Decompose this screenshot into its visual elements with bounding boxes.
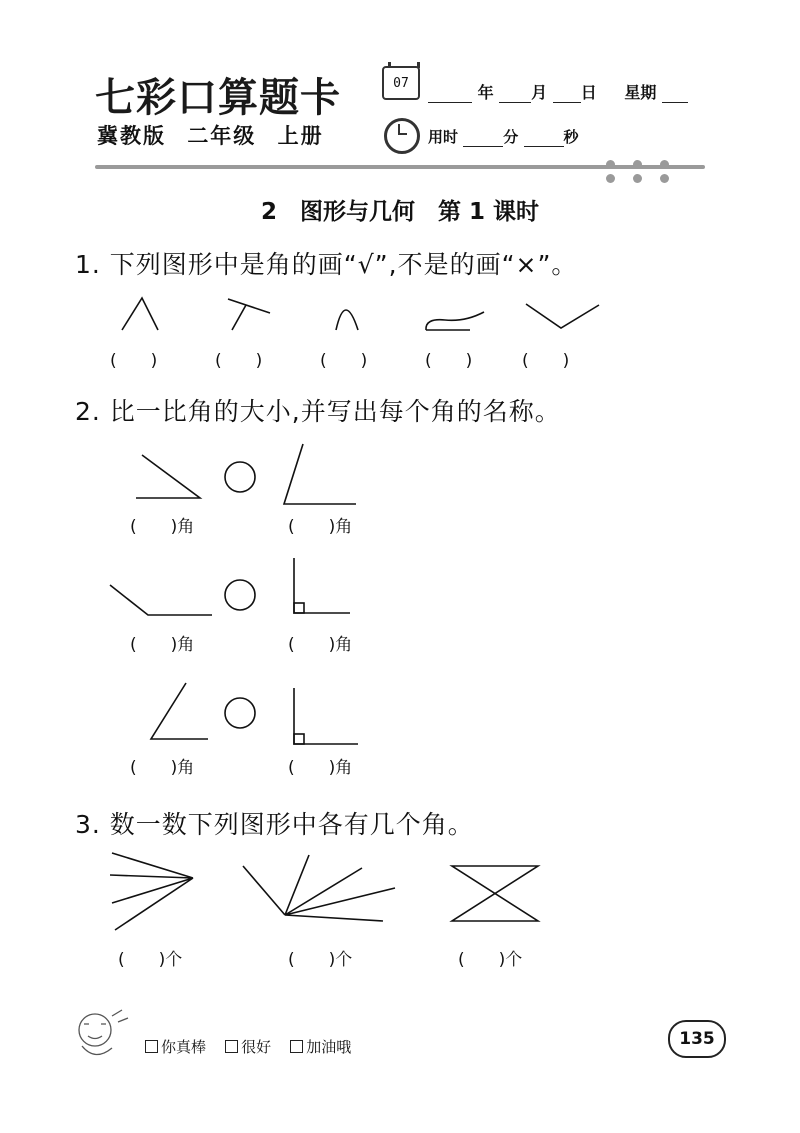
brand-title: 七彩口算题卡 (95, 74, 341, 121)
answer-blank[interactable]: ( ) (215, 351, 263, 371)
answer-blank[interactable]: ( )角 (288, 635, 353, 655)
answer-blank[interactable]: ( )角 (130, 517, 195, 537)
rating-great[interactable]: 你真棒 (145, 1036, 206, 1057)
grade: 二年级 (187, 124, 257, 148)
question-2-prompt: 2. 比一比角的大小,并写出每个角的名称。 (75, 397, 561, 426)
rating-choices (145, 1036, 365, 1057)
checkbox[interactable] (225, 1040, 238, 1053)
checkbox[interactable] (290, 1040, 303, 1053)
answer-blank[interactable]: ( ) (425, 351, 473, 371)
answer-blank[interactable]: ( ) (522, 351, 570, 371)
day-label: 日 (580, 83, 597, 102)
answer-blank[interactable]: ( ) (320, 351, 368, 371)
answer-blank[interactable]: ( )个 (288, 950, 353, 970)
weekday-label: 星期 (624, 83, 657, 102)
rating-good[interactable]: 很好 (225, 1036, 271, 1057)
question-1-prompt: 1. 下列图形中是角的画“√”,不是的画“×”。 (75, 250, 578, 279)
answer-blank[interactable]: ( )角 (130, 758, 195, 778)
calendar-day: 07 (393, 76, 409, 91)
answer-blank[interactable]: ( )个 (458, 950, 523, 970)
answer-blank[interactable]: ( )角 (288, 517, 353, 537)
answer-blank[interactable]: ( )角 (130, 635, 195, 655)
answer-blank[interactable]: ( ) (110, 351, 158, 371)
year-label: 年 (477, 83, 494, 102)
answer-blank[interactable]: ( )角 (288, 758, 353, 778)
volume: 上册 (277, 124, 324, 148)
seconds-label: 秒 (563, 128, 579, 146)
edition: 冀教版 (97, 124, 166, 148)
checkbox[interactable] (145, 1040, 158, 1053)
rating-keep-going[interactable]: 加油哦 (290, 1036, 351, 1057)
lesson-title: 2 图形与几何 第 1 课时 (260, 199, 540, 225)
time-label: 用时 (428, 128, 459, 146)
answer-blank[interactable]: ( )个 (118, 950, 183, 970)
minutes-label: 分 (503, 128, 519, 146)
page-number: 135 (668, 1020, 726, 1058)
question-3-prompt: 3. 数一数下列图形中各有几个角。 (75, 810, 474, 839)
month-label: 月 (531, 83, 548, 102)
